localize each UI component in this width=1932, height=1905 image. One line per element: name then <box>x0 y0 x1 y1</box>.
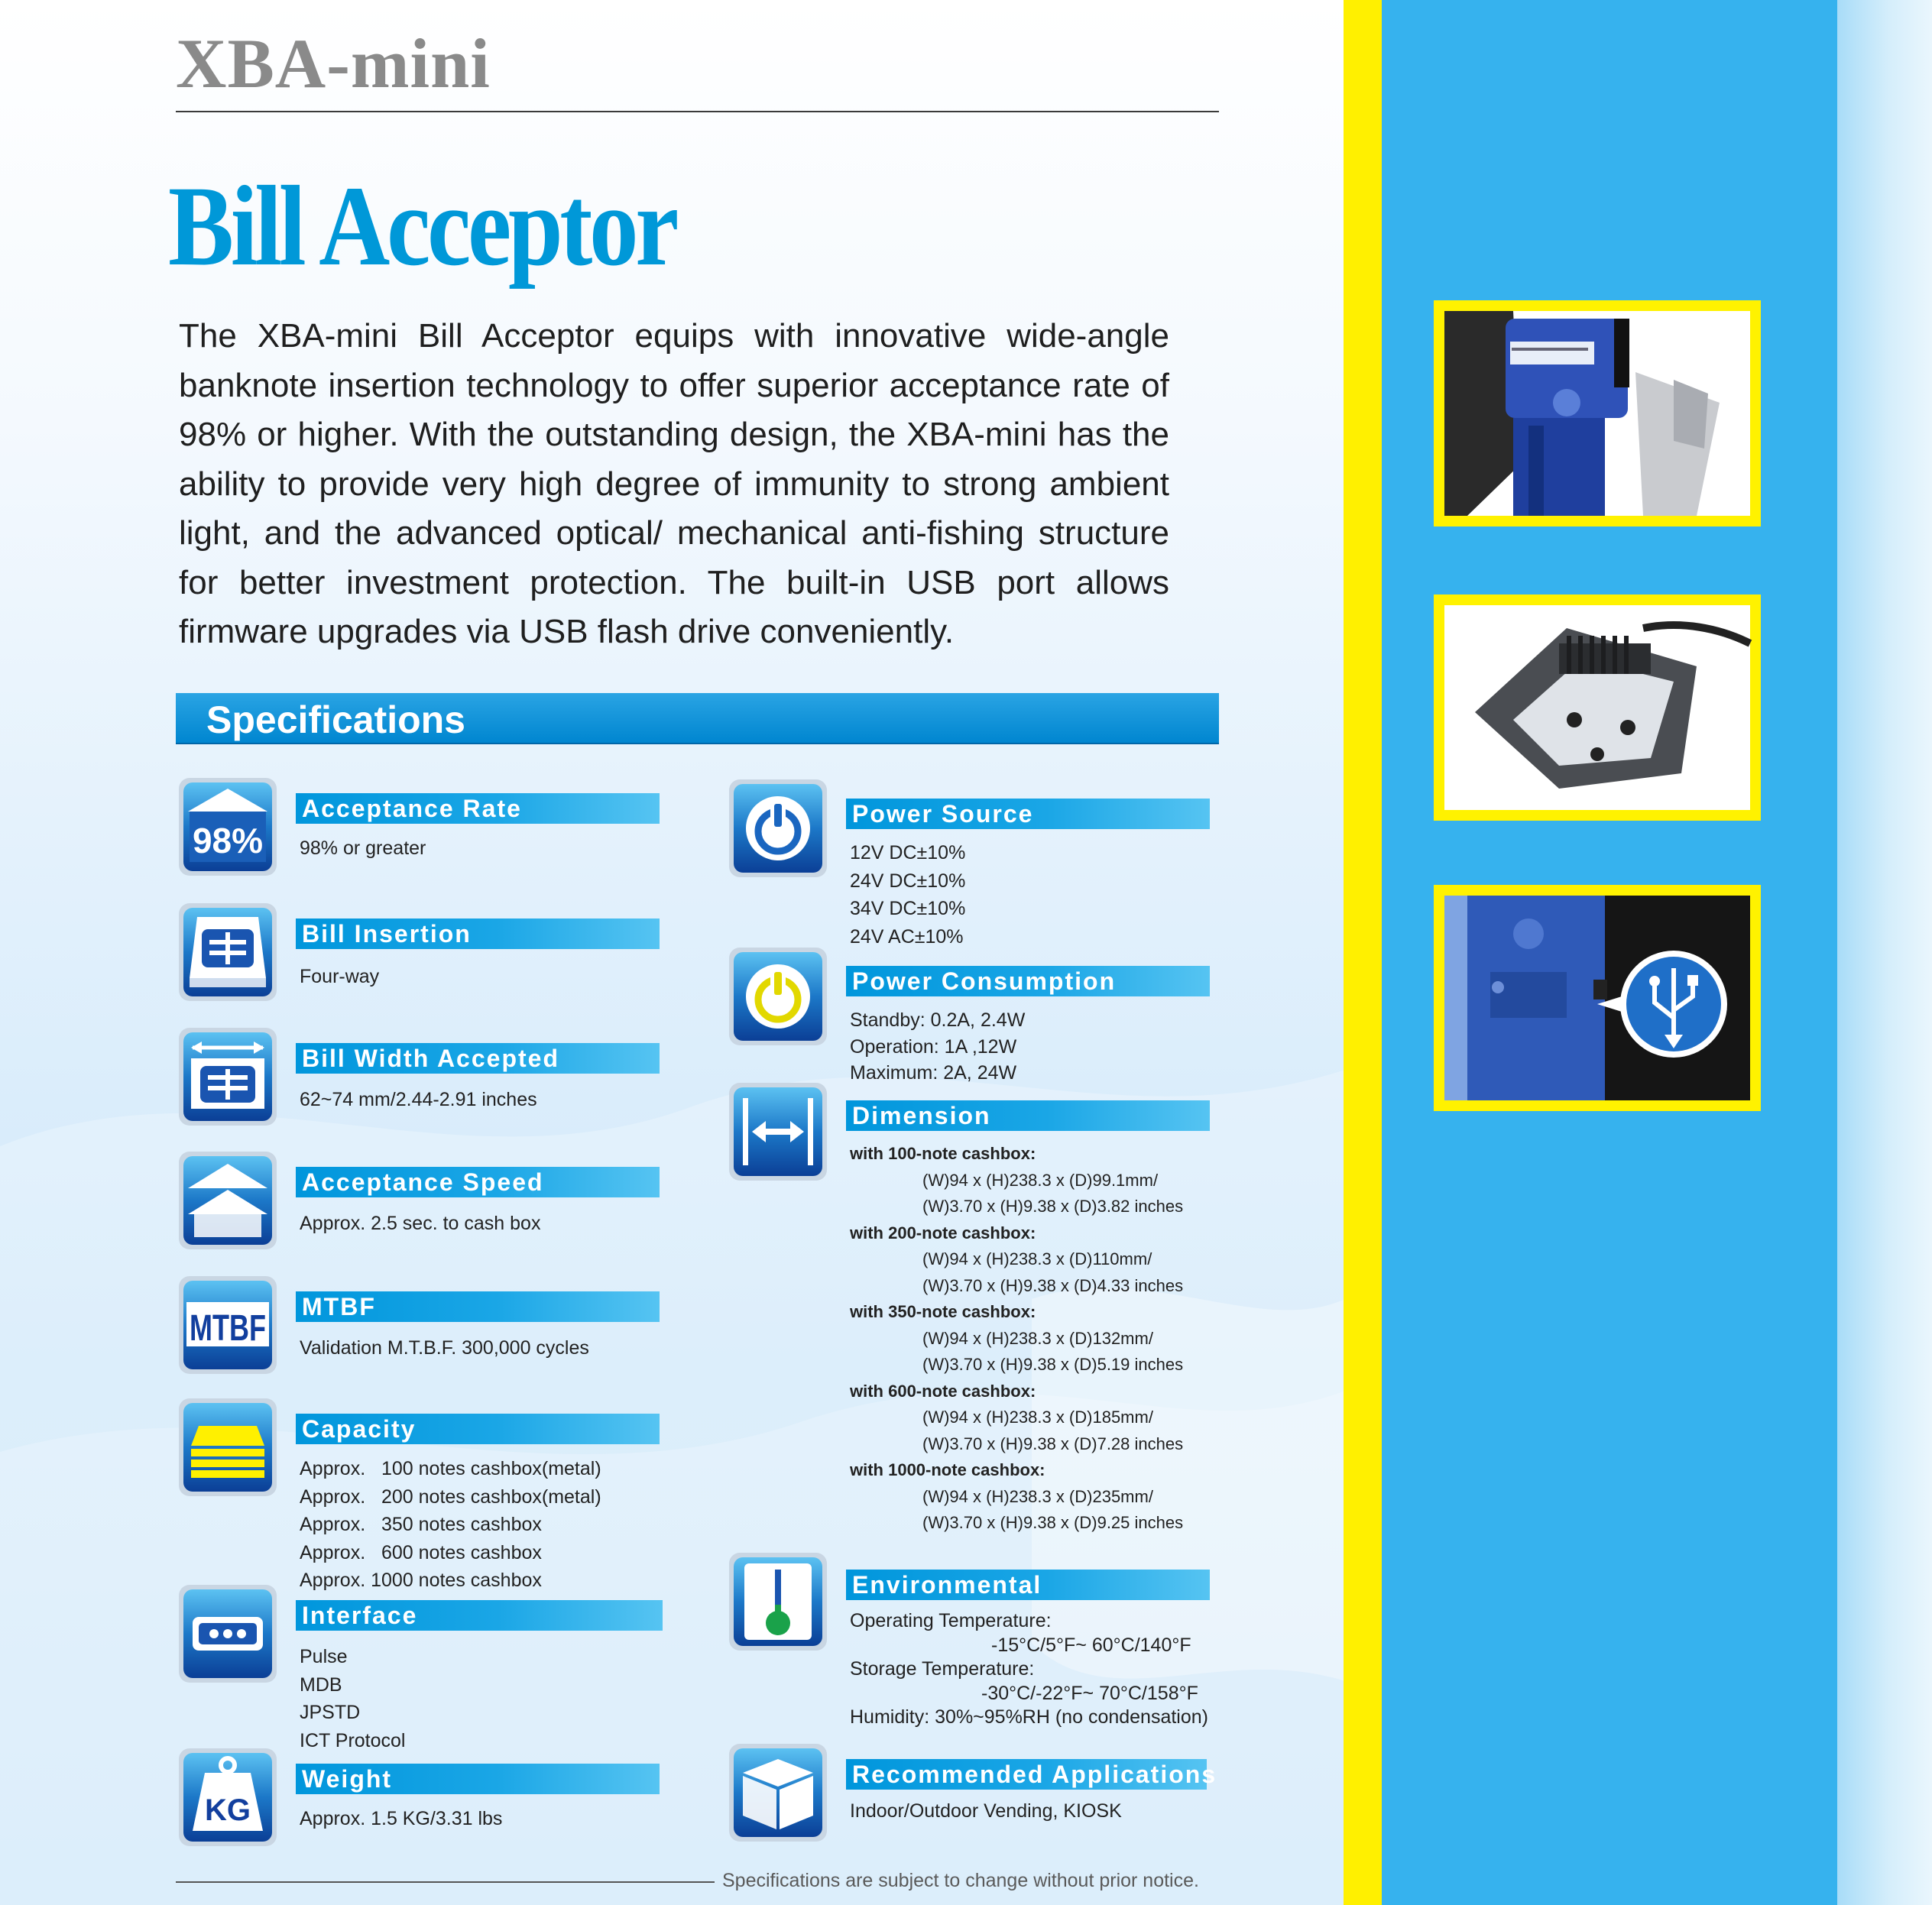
spec-header: Dimension <box>846 1100 1210 1131</box>
svg-text:MTBF: MTBF <box>190 1308 266 1349</box>
footer-note: Specifications are subject to change without prior notice. <box>722 1870 1199 1891</box>
light-blue-strip <box>1837 0 1932 1905</box>
spec-body: with 100-note cashbox: (W)94 x (H)238.3 x (D)99.1mm/ (W)3.70 x (H)9.38 x (D)3.82 inches with 200-note cashbox: (W)94 x (H)238.3 x (D)110mm/ (W)3.70 x (H)9.38 x (D)4.33 inches with 350-note cashbox: (W)94 x (H)238.3 x (D)132mm/ (W)3.70 x (H)9.38 x (D)5.19 inches with 600-note cashbox: (W)94 x (H)238.3 x (D)185mm/ (W)3.70 x (H)9.38 x (D)7.28 inches with 1000-note cashbox: (W)94 x (H)238.3 x (D)235mm/ (W)3.70 x (H)9.38 x (D)9.25 inches <box>850 1144 1184 1532</box>
percent-98-icon <box>177 776 278 877</box>
spec-header: Power Consumption <box>846 966 1210 996</box>
bill-width-icon <box>177 1026 278 1127</box>
bill-acceptor-side-image <box>1444 311 1750 516</box>
product-photo-top <box>1434 595 1761 821</box>
interface-port-icon <box>177 1583 278 1684</box>
power-icon <box>728 778 828 879</box>
bill-acceptor-top-image <box>1444 605 1750 810</box>
intro-paragraph: The XBA-mini Bill Acceptor equips with innovative wide-angle banknote insertion technology to offer superior acceptance rate of 98% or higher. With the outstanding design, the XBA-mini has the ability to provide very high degree of immunity to strong ambient light, and the advanced optical/ mechanical anti-fishing structure for better investment protection. The built-in USB port allows firmware upgrades via USB flash drive conveniently. <box>179 317 1169 650</box>
spec-header: MTBF <box>296 1291 660 1322</box>
thermometer-icon <box>728 1551 828 1652</box>
spec-body: Indoor/Outdoor Vending, KIOSK <box>850 1800 1122 1822</box>
svg-text:98%: 98% <box>192 821 264 860</box>
spec-body: Pulse MDB JPSTD ICT Protocol <box>300 1646 406 1751</box>
weight-kg-icon <box>177 1747 278 1848</box>
bill-insertion-icon <box>177 902 278 1003</box>
package-box-icon <box>728 1742 828 1843</box>
product-photo-usb <box>1434 885 1761 1111</box>
power-consumption-icon <box>728 946 828 1047</box>
yellow-band <box>1344 0 1382 1905</box>
spec-header: Weight <box>296 1764 660 1794</box>
speed-arrows-icon <box>177 1150 278 1251</box>
bill-acceptor-usb-image <box>1444 896 1750 1100</box>
spec-body: 12V DC±10% 24V DC±10% 34V DC±10% 24V AC±10% <box>850 842 966 948</box>
specifications-heading-bar <box>176 693 1219 744</box>
spec-header: Acceptance Speed <box>296 1167 660 1197</box>
spec-header: Capacity <box>296 1414 660 1444</box>
spec-body: Approx. 100 notes cashbox(metal) Approx. 200 notes cashbox(metal) Approx. 350 notes cashbox Approx. 600 notes cashbox Approx. 1000 notes cashbox <box>300 1458 601 1591</box>
header-rule <box>176 111 1219 112</box>
spec-body: Standby: 0.2A, 2.4W Operation: 1A ,12W Maximum: 2A, 24W <box>850 1009 1026 1084</box>
spec-body: Operating Temperature: -15°C/5°F~ 60°C/140°F Storage Temperature: -30°C/-22°F~ 70°C/158°F Humidity: 30%~95%RH (no condensation) <box>850 1610 1208 1728</box>
spec-body: Validation M.T.B.F. 300,000 cycles <box>300 1337 589 1359</box>
spec-header: Interface <box>296 1600 663 1631</box>
spec-header: Bill Insertion <box>296 918 660 949</box>
spec-body: Approx. 1.5 KG/3.31 lbs <box>300 1808 503 1829</box>
mtbf-icon <box>177 1275 278 1375</box>
product-photo-side <box>1434 300 1761 526</box>
specifications-heading: Specifications <box>206 698 465 741</box>
svg-text:KG: KG <box>205 1793 251 1827</box>
spec-header: Power Source <box>846 799 1210 829</box>
spec-body: 62~74 mm/2.44-2.91 inches <box>300 1089 537 1110</box>
stacked-bills-icon <box>177 1397 278 1498</box>
footer-rule <box>176 1881 715 1883</box>
spec-header: Bill Width Accepted <box>296 1043 660 1074</box>
spec-header: Environmental <box>846 1570 1210 1600</box>
product-name: XBA-mini <box>176 24 491 102</box>
dimension-arrows-icon <box>728 1081 828 1182</box>
spec-header: Acceptance Rate <box>296 793 660 824</box>
page-title: Bill Acceptor <box>168 163 676 290</box>
spec-body: 98% or greater <box>300 837 426 859</box>
spec-body: Approx. 2.5 sec. to cash box <box>300 1213 541 1234</box>
spec-header: Recommended Applications <box>846 1759 1207 1790</box>
spec-body: Four-way <box>300 966 380 987</box>
